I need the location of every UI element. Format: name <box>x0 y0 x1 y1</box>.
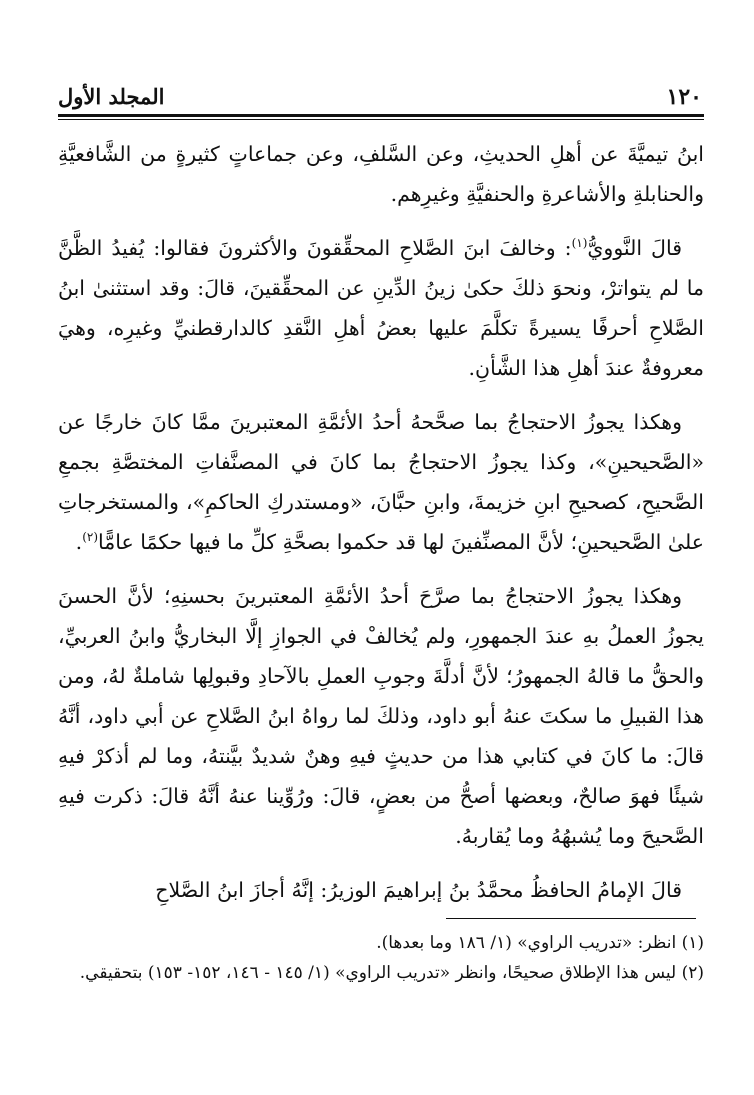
paragraph: قالَ الإمامُ الحافظُ محمَّدُ بنُ إبراهيمَ الوزيرُ: إنَّهُ أجازَ ابنُ الصَّلاحِ <box>155 878 682 902</box>
paragraph: وهكذا يجوزُ الاحتجاجُ بما صرَّحَ أحدُ الأئمَّةِ المعتبرينَ بحسنِهِ؛ لأنَّ الحسنَ يجوزُ العملُ بهِ عندَ الجمهورِ، ولم يُخالفْ في الجوازِ إلَّا البخاريُّ وابنُ العربيِّ، والحقُّ ما قالهُ الجمهورُ؛ لأنَّ أدلَّةَ وجوبِ العملِ بالآحادِ وقبولِها شاملةٌ لهُ، ومن هذا القبيلِ ما سكتَ عنهُ أبو داود، وذلكَ لما رواهُ ابنُ الصَّلاحِ عن أبي داود، أنَّهُ قالَ: ما كانَ في كتابي هذا من حديثٍ فيهِ وهنٌ شديدٌ بيَّنتهُ، وما لم أذكرْ فيهِ شيئًا فهوَ صالحٌ، وبعضها أصحُّ من بعضٍ، قالَ: ورُوِّينا عنهُ أنَّهُ قالَ: ذكرت فيهِ الصَّحيحَ وما يُشبهُهُ وما يُقاربهُ. <box>58 584 704 848</box>
body-text <box>58 134 704 910</box>
page-number: ١٢٠ <box>666 84 702 110</box>
paragraph-text: . <box>75 530 83 554</box>
header-rule-thin <box>58 119 704 120</box>
volume-title: المجلد الأول <box>58 84 165 109</box>
footnotes <box>58 928 704 988</box>
paragraph <box>58 402 704 562</box>
header-rule <box>58 114 704 117</box>
paragraph: ابنُ تيميَّةَ عن أهلِ الحديثِ، وعن السَّلفِ، وعن جماعاتٍ كثيرةٍ من الشَّافعيَّةِ والحنابلةِ والأشاعرةِ والحنفيَّةِ وغيرِهم. <box>58 142 704 206</box>
paragraph <box>58 228 704 388</box>
footnote: (٢) ليس هذا الإطلاق صحيحًا، وانظر «تدريب الراوي» (١/ ١٤٥ - ١٤٦، ١٥٢- ١٥٣) بتحقيقي. <box>79 963 704 983</box>
paragraph-text: قالَ النَّوويُّ <box>587 236 682 260</box>
footnote: (١) انظر: «تدريب الراوي» (١/ ١٨٦ وما بعدها). <box>376 933 704 953</box>
paragraph-text: وهكذا يجوزُ الاحتجاجُ بما صحَّحهُ أحدُ الأئمَّةِ المعتبرينَ ممَّا كانَ خارجًا عن «الصَّحيحينِ»، وكذا يجوزُ الاحتجاجُ بما كانَ في المصنَّفاتِ المختصَّةِ بجمعِ الصَّحيحِ، كصحيحِ ابنِ خزيمةَ، وابنِ حبَّانَ، «ومستدركِ الحاكمِ»، والمستخرجاتِ علىٰ الصَّحيحينِ؛ لأنَّ المصنِّفينَ لها قد حكموا بصحَّةِ كلِّ ما فيها حكمًا عامًّا <box>58 410 704 554</box>
footnote-rule <box>446 918 696 919</box>
paragraph-text: : وخالفَ ابنَ الصَّلاحِ المحقِّقونَ والأكثرونَ فقالوا: يُفيدُ الظَّنَّ ما لم يتواترْ، ونحوَ ذلكَ حكىٰ زينُ الدِّينِ عن المحقِّقينَ، قالَ: وقد استثنىٰ ابنُ الصَّلاحِ أحرفًا يسيرةً تكلَّمَ عليها بعضُ أهلِ النَّقدِ كالدارقطنيِّ وغيرِه، وهيَ معروفةٌ عندَ أهلِ هذا الشَّأنِ. <box>58 236 704 380</box>
page-header <box>58 78 704 112</box>
footnote-ref: (٢) <box>82 530 99 545</box>
page <box>58 78 704 924</box>
footnote-ref: (١) <box>571 236 588 251</box>
